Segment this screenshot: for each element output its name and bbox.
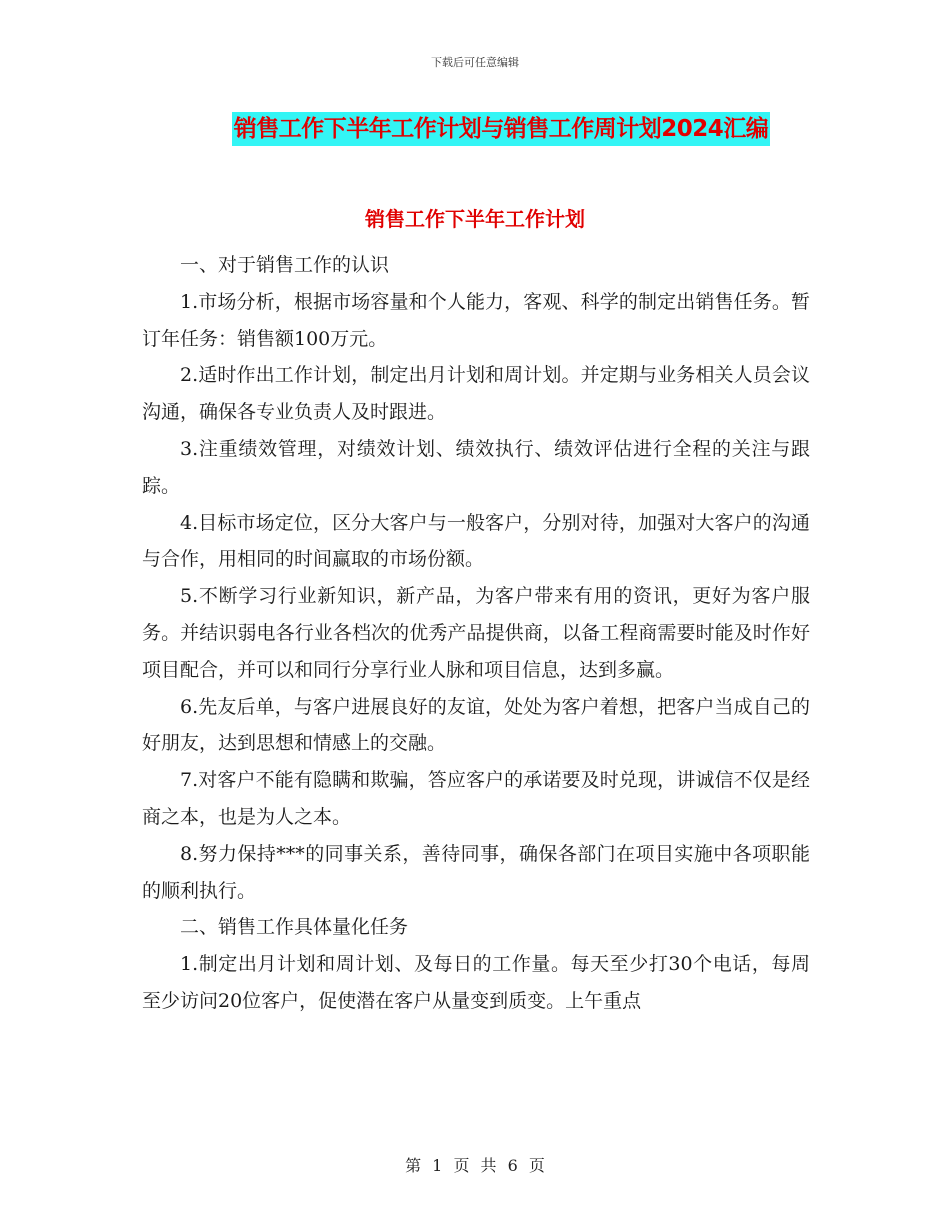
body-paragraph: 3.注重绩效管理，对绩效计划、绩效执行、绩效评估进行全程的关注与跟踪。 [142, 437, 810, 497]
page-footer: 第 1 页 共 6 页 [405, 1156, 545, 1175]
body-paragraph: 6.先友后单，与客户进展良好的友谊，处处为客户着想，把客户当成自己的好朋友，达到思想和情感上的交融。 [142, 695, 810, 755]
heading-paragraph: 一、对于销售工作的认识 [180, 254, 390, 276]
heading-paragraph: 二、销售工作具体量化任务 [180, 916, 409, 939]
body-paragraph: 1.市场分析，根据市场容量和个人能力，客观、科学的制定出销售任务。暂订年任务：销售额100万元。 [142, 290, 810, 350]
body-paragraph: 7.对客户不能有隐瞒和欺骗，答应客户的承诺要及时兑现，讲诚信不仅是经商之本，也是为人之本。 [142, 769, 810, 828]
body-paragraph: 8.努力保持***的同事关系，善待同事，确保各部门在项目实施中各项职能的顺利执行。 [142, 842, 810, 902]
page-header-note: 下载后可任意编辑 [431, 56, 519, 69]
section-title: 销售工作下半年工作计划 [365, 207, 585, 231]
body-paragraph: 2.适时作出工作计划，制定出月计划和周计划。并定期与业务相关人员会议沟通，确保各专业负责人及时跟进。 [142, 364, 810, 424]
document-title: 销售工作下半年工作计划与销售工作周计划2024汇编 [232, 112, 771, 146]
body-paragraph: 5.不断学习行业新知识，新产品，为客户带来有用的资讯，更好为客户服务。并结识弱电各行业各档次的优秀产品提供商，以备工程商需要时能及时作好项目配合，并可以和同行分享行业人脉和项目信息，达到多赢。 [142, 585, 810, 681]
document-body [142, 247, 810, 1020]
document-title-container [0, 112, 950, 146]
body-paragraph: 4.目标市场定位，区分大客户与一般客户，分别对待，加强对大客户的沟通与合作，用相同的时间赢取的市场份额。 [142, 511, 810, 571]
body-paragraph: 1.制定出月计划和周计划、及每日的工作量。每天至少打30个电话，每周至少访问20位客户，促使潜在客户从量变到质变。上午重点 [142, 953, 810, 1012]
